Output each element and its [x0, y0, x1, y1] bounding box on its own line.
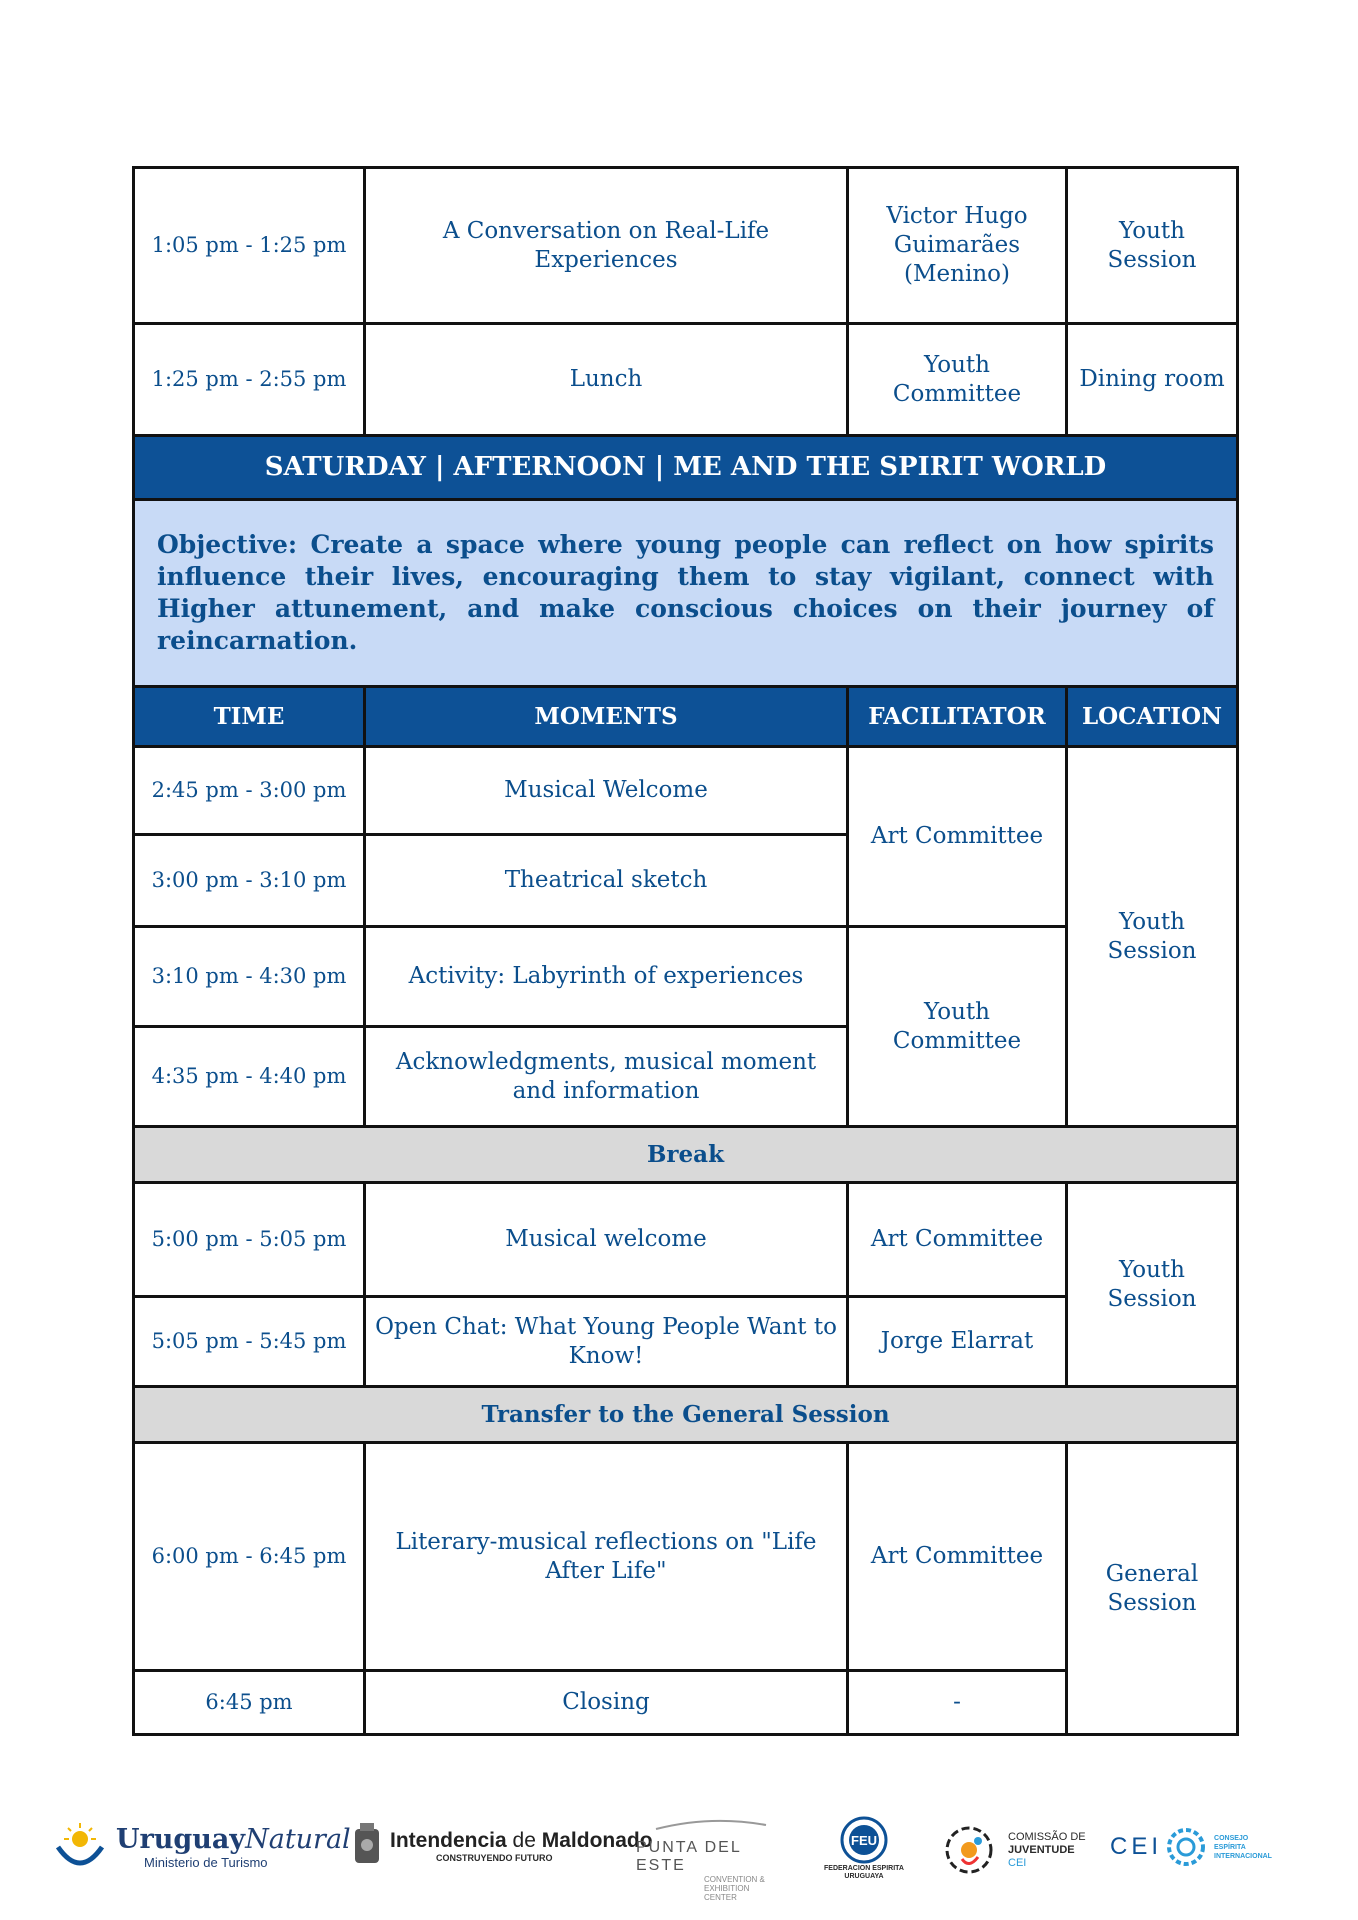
sun-icon — [52, 1819, 108, 1875]
facilitator-cell: Art Committee — [848, 1183, 1067, 1297]
de-word: de — [512, 1829, 536, 1852]
facilitator-cell: Art Committee — [848, 747, 1067, 927]
uruguay-word: Uruguay — [116, 1824, 246, 1855]
moment-cell: Literary-musical reflections on "Life After Life" — [365, 1443, 848, 1671]
wave-icon — [636, 1815, 786, 1835]
section-banner — [134, 436, 1238, 500]
facilitator-cell: - — [848, 1671, 1067, 1735]
cei-logo — [1110, 1823, 1272, 1871]
facilitator-cell: Youth Committee — [848, 927, 1067, 1127]
location-cell: Dining room — [1067, 324, 1238, 436]
federacion-text: FEDERACION ESPIRITA URUGUAYA — [824, 1865, 904, 1880]
facilitator-cell: Art Committee — [848, 1443, 1067, 1671]
consejo-line-1: CONSEJO — [1214, 1834, 1249, 1842]
table-row — [134, 324, 1238, 436]
moment-cell: Musical Welcome — [365, 747, 848, 835]
break-label: Break — [134, 1127, 1238, 1183]
schedule-sheet — [132, 166, 1236, 1736]
punta-del-este-logo — [636, 1815, 786, 1902]
uruguay-natural-text — [116, 1824, 351, 1870]
moment-cell: Activity: Labyrinth of experiences — [365, 927, 848, 1027]
table-header — [134, 687, 1238, 747]
uruguay-natural-logo — [52, 1819, 351, 1875]
comissao-line-3: CEI — [1008, 1856, 1027, 1869]
time-cell: 6:00 pm - 6:45 pm — [134, 1443, 365, 1671]
location-cell: Youth Session — [1067, 747, 1238, 1127]
natural-word: Natural — [245, 1824, 351, 1855]
ministerio-text: Ministerio de Turismo — [144, 1855, 268, 1870]
comissao-line-2: JUVENTUDE — [1008, 1843, 1075, 1856]
header-facilitator: FACILITATOR — [848, 687, 1067, 747]
comissao-line-1: COMISSÃO DE — [1008, 1830, 1086, 1843]
consejo-line-2: ESPÍRITA — [1214, 1843, 1246, 1851]
schedule-table — [132, 166, 1239, 1736]
section-title: SATURDAY | AFTERNOON | ME AND THE SPIRIT WORLD — [134, 436, 1238, 500]
objective-text: Objective: Create a space where young people can reflect on how spirits influence their lives, encouraging them to stay vigilant, connect with Higher attunement, and make conscious choices on their journey of reincarnation. — [134, 500, 1238, 687]
feu-emblem-icon — [839, 1815, 889, 1865]
punta-text: PUNTA DEL ESTE — [636, 1839, 742, 1874]
transfer-row — [134, 1387, 1238, 1443]
moment-cell: Musical welcome — [365, 1183, 848, 1297]
transfer-label: Transfer to the General Session — [134, 1387, 1238, 1443]
location-cell: Youth Session — [1067, 1183, 1238, 1387]
header-location: LOCATION — [1067, 687, 1238, 747]
consejo-line-3: INTERNACIONAL — [1214, 1852, 1272, 1860]
moment-cell: Lunch — [365, 324, 848, 436]
location-cell: Youth Session — [1067, 168, 1238, 324]
maldonado-word: Maldonado — [541, 1829, 653, 1852]
comissao-logo — [934, 1819, 1086, 1881]
intendencia-logo — [352, 1821, 653, 1871]
time-cell: 6:45 pm — [134, 1671, 365, 1735]
header-moments: MOMENTS — [365, 687, 848, 747]
facilitator-cell: Youth Committee — [848, 324, 1067, 436]
time-cell: 3:10 pm - 4:30 pm — [134, 927, 365, 1027]
location-cell: General Session — [1067, 1443, 1238, 1735]
table-row — [134, 168, 1238, 324]
time-cell: 5:00 pm - 5:05 pm — [134, 1183, 365, 1297]
time-cell: 2:45 pm - 3:00 pm — [134, 747, 365, 835]
table-row — [134, 1443, 1238, 1671]
facilitator-cell: Victor Hugo Guimarães (Menino) — [848, 168, 1067, 324]
cei-gear-icon — [1162, 1823, 1210, 1871]
intendencia-word: Intendencia — [390, 1829, 507, 1852]
gear-icon — [934, 1819, 1004, 1881]
break-row — [134, 1127, 1238, 1183]
facilitator-cell: Jorge Elarrat — [848, 1297, 1067, 1387]
moment-cell: Closing — [365, 1671, 848, 1735]
time-cell: 1:25 pm - 2:55 pm — [134, 324, 365, 436]
moment-cell: A Conversation on Real-Life Experiences — [365, 168, 848, 324]
sponsor-footer — [0, 1815, 1358, 1905]
convention-text: CONVENTION & EXHIBITION CENTER — [704, 1875, 765, 1902]
time-cell: 1:05 pm - 1:25 pm — [134, 168, 365, 324]
time-cell: 5:05 pm - 5:45 pm — [134, 1297, 365, 1387]
time-cell: 3:00 pm - 3:10 pm — [134, 835, 365, 927]
moment-cell: Acknowledgments, musical moment and information — [365, 1027, 848, 1127]
moment-cell: Open Chat: What Young People Want to Know! — [365, 1297, 848, 1387]
feu-text: FEU — [851, 1833, 877, 1848]
table-row — [134, 747, 1238, 835]
time-cell: 4:35 pm - 4:40 pm — [134, 1027, 365, 1127]
objective-row — [134, 500, 1238, 687]
feu-logo — [824, 1815, 904, 1881]
moment-cell: Theatrical sketch — [365, 835, 848, 927]
cei-text: CEI — [1110, 1833, 1163, 1860]
coat-of-arms-icon — [352, 1821, 382, 1871]
construyendo-text: CONSTRUYENDO FUTURO — [436, 1853, 553, 1863]
header-time: TIME — [134, 687, 365, 747]
table-row — [134, 1183, 1238, 1297]
